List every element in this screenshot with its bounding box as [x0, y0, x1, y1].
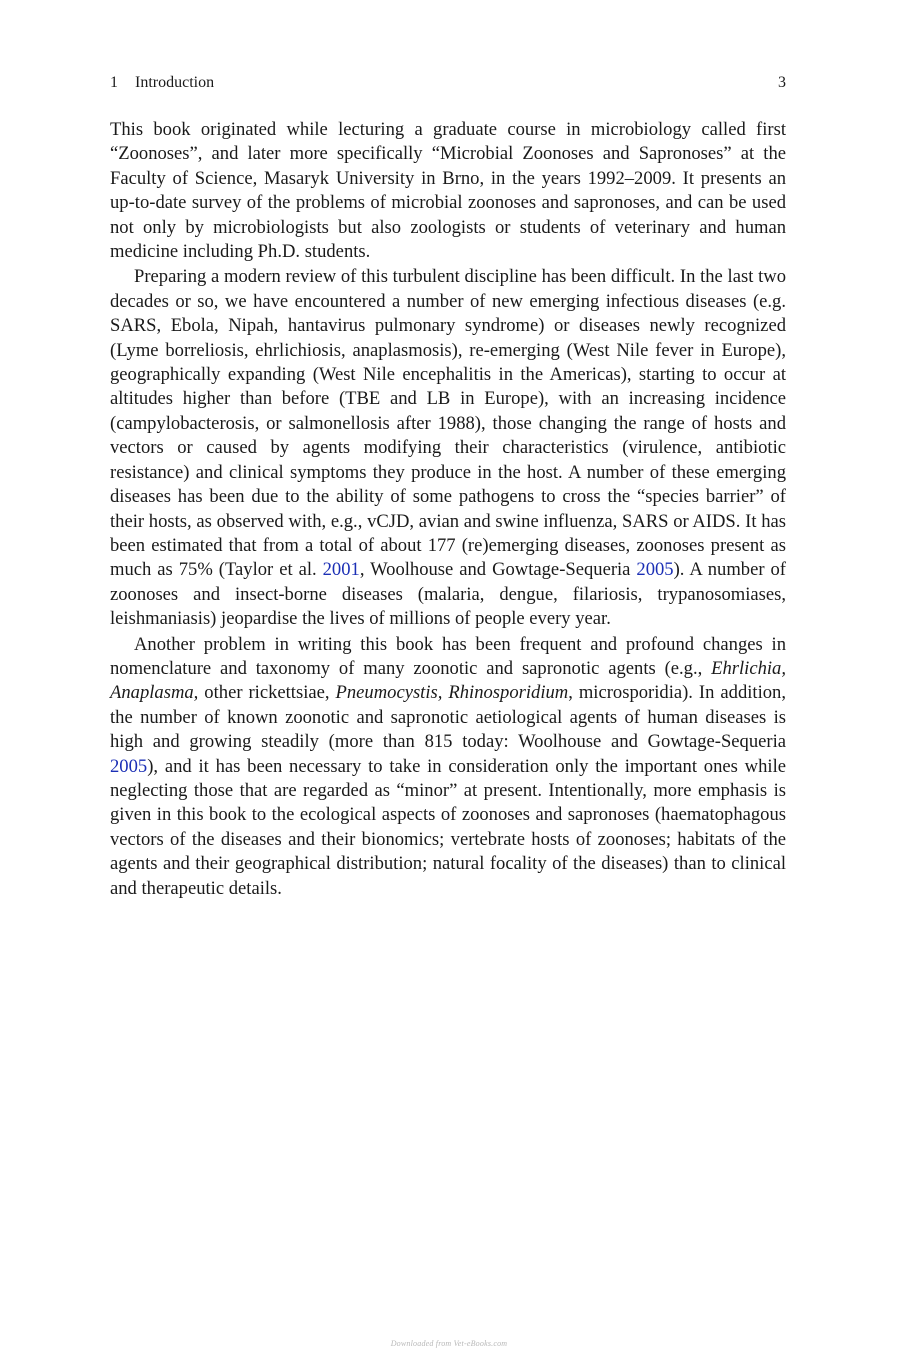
paragraph-2-text-c: ). A number of zoonoses and insect-borne diseases (malaria, dengue, filariosis, trypanosomiases, leishmaniasis) jeopardise the lives of millions of people every year. [110, 559, 786, 630]
paragraph-3-text-b: other rickettsiae, [198, 682, 336, 704]
paragraph-3-text-a: Another problem in writing this book has been frequent and profound changes in nomenclature and taxonomy of many zoonotic and sapronotic agents (e.g., [110, 633, 786, 679]
paragraph-3-italic-genera-1: Ehrlichia, Anaplasma, [110, 657, 786, 704]
citation-link-woolhouse-2005[interactable]: 2005 [636, 559, 674, 581]
citation-link-woolhouse-2005-b[interactable]: 2005 [110, 755, 148, 777]
paragraph-2-text-a: Preparing a modern review of this turbulent discipline has been difficult. In the last two decades or so, we have encountered a number of new emerging infectious diseases (e.g. SARS, Ebola, Nipah, hantavirus pulmonary syndrome) or diseases newly recognized (Lyme borreliosis, ehrlichiosis, anaplasmosis), re-emerging (West Nile fever in Europe), geographically expanding (West Nile encephalitis in the Americas), starting to occur at altitudes higher than before (TBE and LB in Europe), with an increasing incidence (campylobacterosis, or salmonellosis after 1988), those changing the range of hosts and vectors or caused by agents modifying their characteristics (virulence, antibiotic resistance) and clinical symptoms they produce in the host. A number of these emerging diseases has been due to the ability of some pathogens to cross the “species barrier” of their hosts, as observed with, e.g., vCJD, avian and swine influenza, SARS or AIDS. It has been estimated that from a total of about 177 (re)emerging diseases, zoonoses present as much as 75% (Taylor et al. [110, 266, 786, 581]
body-text [110, 118, 786, 901]
citation-link-taylor-2001[interactable]: 2001 [322, 559, 360, 581]
paragraph-2 [110, 265, 786, 631]
download-watermark: Downloaded from Vet-eBooks.com [390, 1339, 508, 1348]
paragraph-3 [110, 633, 786, 901]
paragraph-3-text-c: , microsporidia). In addition, the number of known zoonotic and sapronotic aetiological agents of human diseases is high and growing steadily (more than 815 today: Woolhouse and Gowtage-Sequeria [110, 682, 786, 753]
running-head [110, 72, 786, 94]
chapter-heading [110, 72, 214, 94]
chapter-number: 1 [110, 74, 118, 91]
page-number: 3 [778, 74, 786, 91]
paragraph-3-italic-genera-2: Pneumocystis, Rhinosporidium [335, 682, 569, 704]
chapter-title: Introduction [135, 74, 215, 91]
paragraph-3-text-d: ), and it has been necessary to take in consideration only the important ones while neglecting those that are regarded as “minor” at present. Intentionally, more emphasis is given in this book to the ecological aspects of zoonoses and sapronoses (haematophagous vectors of the diseases and their bionomics; vertebrate hosts of zoonoses; habitats of the agents and their geographical distribution; natural focality of the diseases) than to clinical and therapeutic details. [110, 755, 786, 899]
paragraph-1: This book originated while lecturing a graduate course in microbiology called first “Zoonoses”, and later more specifically “Microbial Zoonoses and Sapronoses” at the Faculty of Science, Masaryk University in Brno, in the years 1992–2009. It presents an up-to-date survey of the problems of microbial zoonoses and sapronoses, and can be used not only by microbiologists but also zoologists or students of veterinary and human medicine including Ph.D. students. [110, 119, 786, 263]
paragraph-2-text-b: , Woolhouse and Gowtage-Sequeria [359, 559, 637, 581]
